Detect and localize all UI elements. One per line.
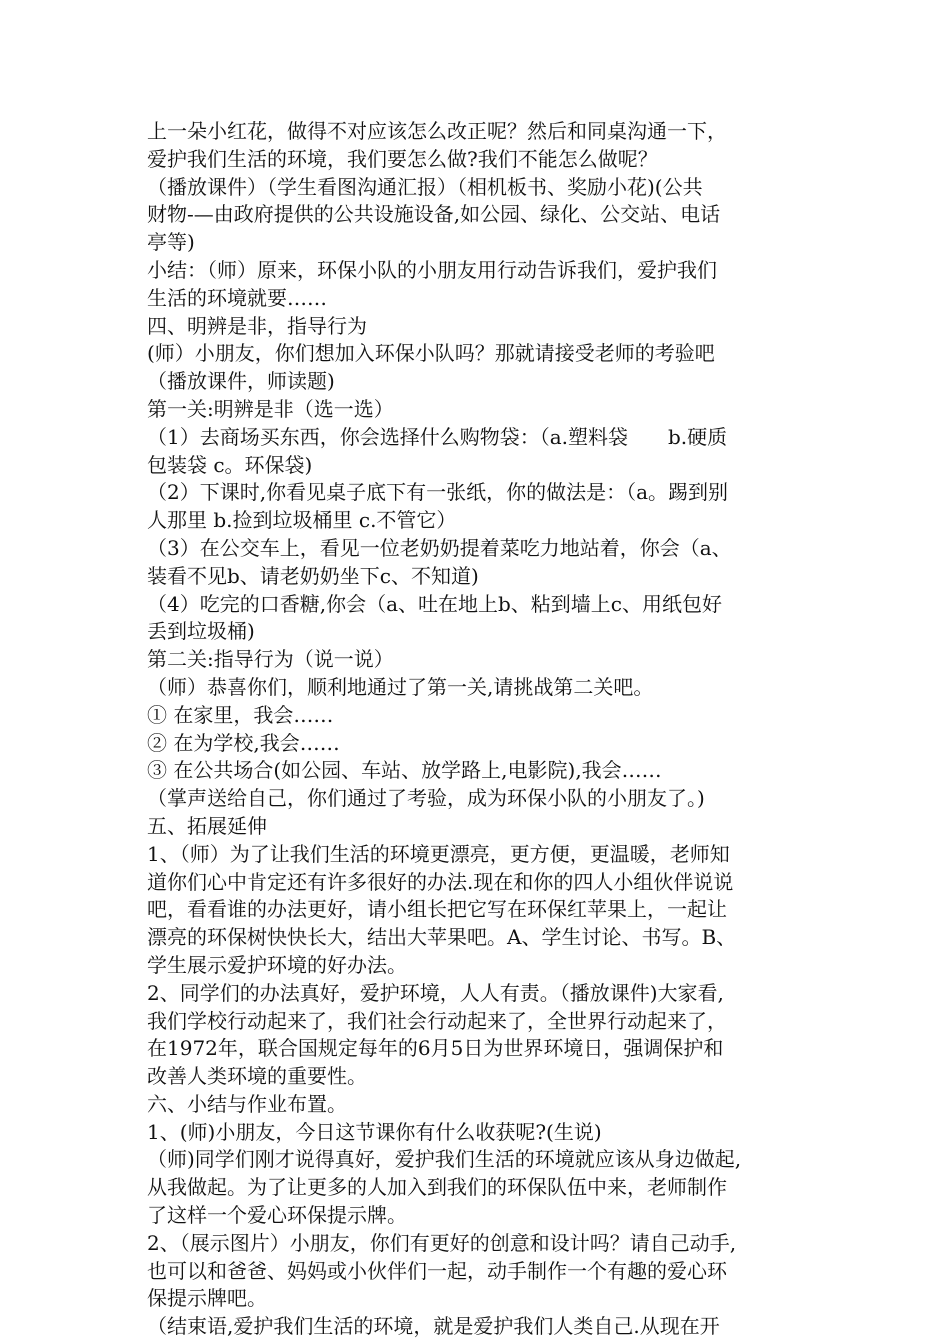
text-line: 丢到垃圾桶) (147, 619, 255, 644)
text-line: 保提示牌吧。 (147, 1286, 267, 1311)
text-line: 亭等) (147, 230, 195, 255)
text-line: （播放课件，师读题) (147, 369, 335, 394)
text-line: 漂亮的环保树快快长大，结出大苹果吧。A、学生讨论、书写。B、 (147, 925, 737, 950)
list-item: ③ 在公共场合(如公园、车站、放学路上,电影院),我会…… (147, 758, 662, 783)
text-line: 吧，看看谁的办法更好，请小组长把它写在环保红苹果上，一起让 (147, 897, 727, 922)
text-line: 装看不见b、请老奶奶坐下c、不知道) (147, 563, 479, 588)
text-line: 上一朵小红花，做得不对应该怎么改正呢？然后和同桌沟通一下， (147, 119, 727, 143)
text-line: 1、(师)小朋友，今日这节课你有什么收获呢?(生说) (147, 1119, 602, 1144)
text-line: 我们学校行动起来了，我们社会行动起来了，全世界行动起来了， (147, 1008, 727, 1033)
text-line: （掌声送给自己，你们通过了考验，成为环保小队的小朋友了。) (147, 786, 705, 811)
text-line: 包装袋 c。环保袋) (147, 452, 313, 477)
text-line: 财物-—由政府提供的公共设施设备,如公园、绿化、公交站、电话 (147, 202, 721, 227)
section-heading: 四、明辨是非，指导行为 (147, 313, 367, 338)
list-item: ② 在为学校,我会…… (147, 730, 340, 755)
text-line: 生活的环境就要…… (147, 285, 327, 310)
text-line: 也可以和爸爸、妈妈或小伙伴们一起，动手制作一个有趣的爱心环 (147, 1258, 727, 1283)
text-line: 人那里 b.捡到垃圾桶里 c.不管它） (147, 508, 457, 533)
list-item: ① 在家里，我会…… (147, 702, 334, 727)
text-line: （师)同学们刚才说得真好，爱护我们生活的环境就应该从身边做起, (147, 1147, 742, 1172)
text-line: 学生展示爱护环境的好办法。 (147, 952, 407, 977)
text-line: 改善人类环境的重要性。 (147, 1064, 367, 1089)
document-page (147, 118, 807, 1341)
text-line: （师）恭喜你们，顺利地通过了第一关,请挑战第二关吧。 (147, 674, 654, 699)
text-line: （结束语,爱护我们生活的环境，就是爱护我们人类自己.从现在开 (147, 1314, 720, 1339)
text-line: 道你们心中肯定还有许多很好的办法.现在和你的四人小组伙伴说说 (147, 869, 734, 894)
text-line: （1）去商场买东西，你会选择什么购物袋：（a.塑料袋 b.硬质 (147, 424, 728, 449)
text-line: （3）在公交车上，看见一位老奶奶提着菜吃力地站着，你会（a、 (147, 535, 732, 560)
text-line: 1、（师）为了让我们生活的环境更漂亮，更方便，更温暖，老师知 (147, 841, 730, 866)
text-line: 爱护我们生活的环境，我们要怎么做?我们不能怎么做呢？ (147, 146, 658, 171)
text-line: 从我做起。为了让更多的人加入到我们的环保队伍中来，老师制作 (147, 1175, 727, 1200)
text-line: 在1972年，联合国规定每年的6月5日为世界环境日，强调保护和 (147, 1036, 724, 1061)
text-line: 2、同学们的办法真好，爱护环境，人人有责。（播放课件)大家看, (147, 980, 724, 1005)
text-line: 小结：（师）原来，环保小队的小朋友用行动告诉我们，爱护我们 (147, 257, 717, 282)
subsection-heading: 第一关:明辨是非（选一选） (147, 396, 394, 421)
text-line: 2、（展示图片）小朋友，你们有更好的创意和设计吗？请自己动手, (147, 1230, 737, 1255)
text-line: （4）吃完的口香糖,你会（a、吐在地上b、粘到墙上c、用纸包好 (147, 591, 723, 616)
text-line: (师）小朋友，你们想加入环保小队吗？那就请接受老师的考验吧 (147, 341, 715, 366)
text-line: 了这样一个爱心环保提示牌。 (147, 1203, 407, 1228)
section-heading: 六、小结与作业布置。 (147, 1091, 347, 1116)
text-line: （2）下课时,你看见桌子底下有一张纸，你的做法是：（a。踢到别 (147, 480, 729, 505)
text-line: （播放课件）（学生看图沟通汇报）（相机板书、奖励小花)(公共 (147, 174, 703, 199)
subsection-heading: 第二关:指导行为（说一说） (147, 647, 394, 672)
section-heading: 五、拓展延伸 (147, 813, 267, 838)
